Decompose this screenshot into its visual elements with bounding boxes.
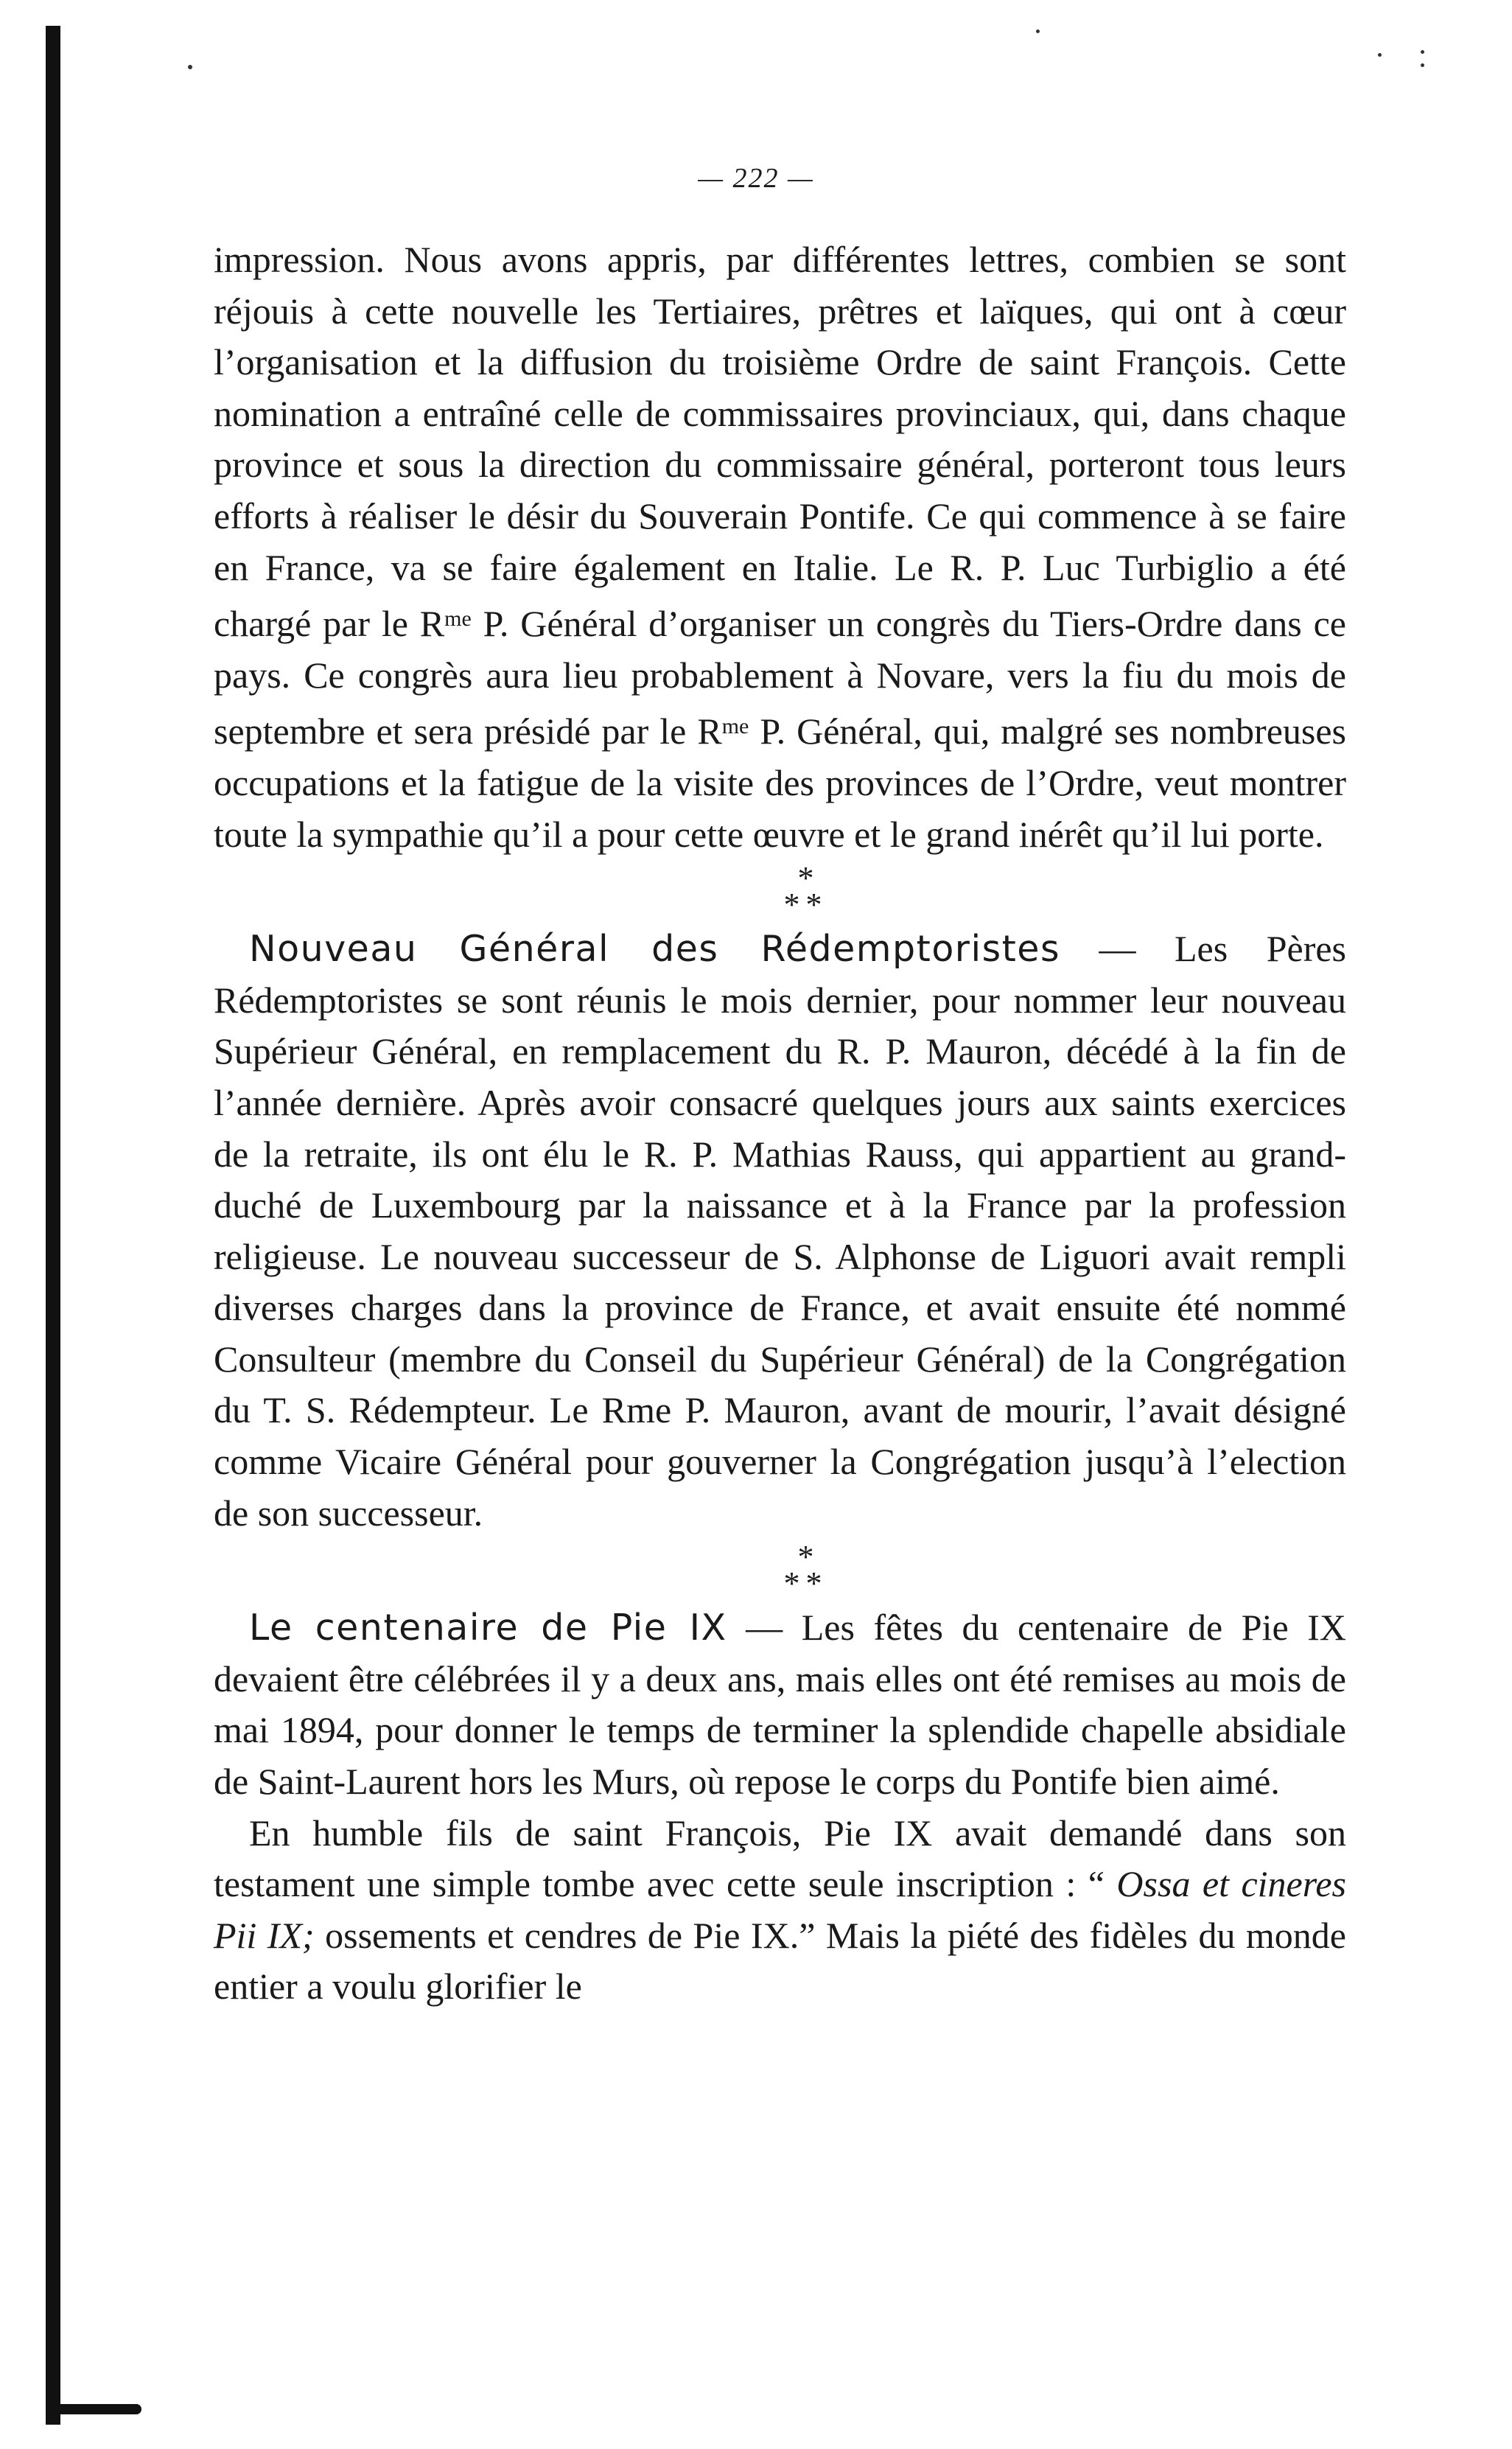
binding-edge: [46, 26, 60, 2425]
paragraph-text: En humble fils de saint François, Pie IX avait demandé dans son testament une simple tombe avec cette seule inscription : “: [214, 1812, 1346, 1905]
binding-foot: [46, 2404, 141, 2414]
paragraph-testament: [214, 1808, 1346, 2013]
page-number: — 222 —: [698, 163, 814, 194]
latin-quote: Ossa et cineres Pii IX;: [214, 1863, 1346, 1956]
paragraph-text: P. Général, qui, malgré ses nombreuses occupations et la fatigue de la visite des provinces de l’Ordre, veut montrer toute la sympathie qu’il a pour cette œuvre et le grand inérêt qu’il lui porte.: [214, 710, 1346, 855]
page-body: [214, 234, 1346, 2013]
section-separator: * **: [783, 860, 828, 923]
scan-speck: [1378, 53, 1382, 57]
section-text: Les fêtes du centenaire de Pie IX devaient être célébrées il y a deux ans, mais elles ont été remises au mois de mai 1894, pour donner le temps de terminer la splendide chapelle absidiale de Saint-Laurent hors les Murs, où repose le corps du Pontife bien aimé.: [214, 1607, 1346, 1803]
paragraph-text: ossements et cendres de Pie IX.” Mais la piété des fidèles du monde entier a voulu glorifier le: [214, 1914, 1347, 2008]
abbreviation-rme: $R^{me}$: [419, 603, 472, 645]
section-separator: * **: [783, 1539, 828, 1602]
paragraph-text: P. Général d’organiser un congrès du Tiers-Ordre dans ce pays. Ce congrès aura lieu probablement à Novare, vers la fiu du mois de septembre et sera présidé par le: [214, 603, 1346, 752]
section-title: Nouveau Général des Rédemptoristes: [249, 928, 1060, 971]
title-dash: —: [727, 1607, 802, 1649]
paragraph-tiers-ordre: [214, 234, 1346, 860]
paragraph-text: impression. Nous avons appris, par différentes lettres, combien se sont réjouis à cette nouvelle les Tertiaires, prêtres et laïques, qui ont à cœur l’organisation et la diffusion du troisième Ordre de saint François. Cette nomination a entraîné celle de commissaires provinciaux, qui, dans chaque province et sous la direction du commissaire général, porteront tous leurs efforts à réaliser le désir du Souverain Pontife. Ce qui commence à se faire en France, va se faire également en Italie. Le R. P. Luc Turbiglio a été chargé par le: [214, 239, 1346, 645]
section-centenaire-pie-ix: [214, 1602, 1346, 1807]
section-title: Le centenaire de Pie IX: [249, 1607, 727, 1649]
section-redemptoristes: [214, 923, 1346, 1539]
scan-speck: [1421, 63, 1424, 67]
abbreviation-rme: $R^{me}$: [697, 710, 749, 752]
title-dash: —: [1060, 928, 1175, 970]
scan-speck: [1421, 50, 1424, 54]
section-text: Les Pères Rédemptoristes se sont réunis le mois dernier, pour nommer leur nouveau Supérieur Général, en remplacement du R. P. Mauron, décédé à la fin de l’année dernière. Après avoir consacré quelques jours aux saints exercices de la retraite, ils ont élu le R. P. Mathias Rauss, qui appartient au grand-duché de Luxembourg par la naissance et à la France par la profession religieuse. Le nouveau successeur de S. Alphonse de Liguori avait rempli diverses charges dans la province de France, et avait ensuite été nommé Consulteur (membre du Conseil du Supérieur Général) de la Congrégation du T. S. Rédempteur. Le Rme P. Mauron, avant de mourir, l’avait désigné comme Vicaire Général pour gouverner la Congrégation jusqu’à l’election de son successeur.: [214, 928, 1346, 1534]
scan-speck: [1036, 29, 1040, 33]
scan-speck: [188, 65, 192, 69]
